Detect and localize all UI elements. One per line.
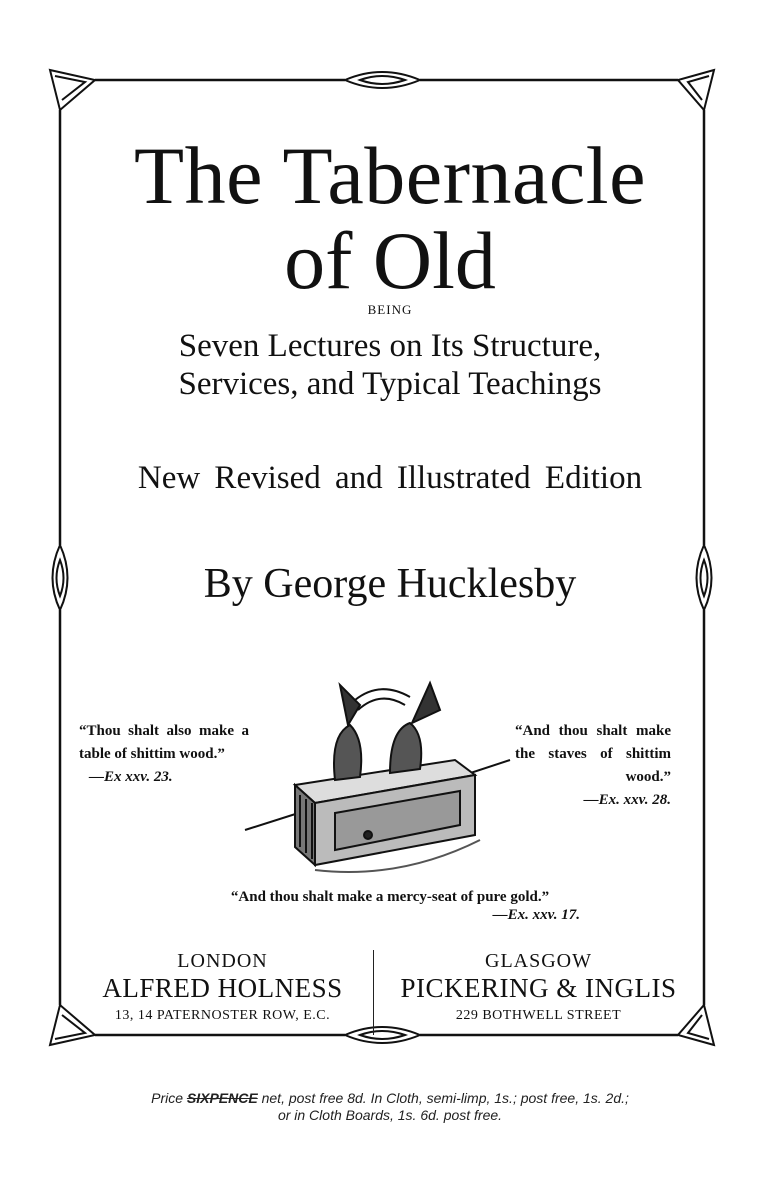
publisher-divider xyxy=(373,950,374,1035)
bottom-quote xyxy=(80,888,700,924)
title-line-1: The Tabernacle xyxy=(134,130,646,221)
subtitle-line-1: Seven Lectures on Its Structure, xyxy=(178,328,602,364)
publisher-london xyxy=(75,950,370,1024)
right-quote-text: “And thou shalt make the staves of shittim wood.” xyxy=(515,723,671,785)
bottom-quote-ref: —Ex. xxv. 17. xyxy=(492,907,580,923)
publisher-address: 229 BOTHWELL STREET xyxy=(455,1008,622,1023)
subtitle-line-2: Services, and Typical Teachings xyxy=(178,366,602,402)
publisher-city: GLASGOW xyxy=(485,950,592,972)
price-prefix: Price xyxy=(151,1090,184,1106)
publisher-name: PICKERING & INGLIS xyxy=(400,973,677,1003)
left-quote xyxy=(79,720,249,789)
title-line-2: of Old xyxy=(284,215,496,306)
edition-line: New Revised and Illustrated Edition xyxy=(137,460,643,496)
bottom-quote-text: “And thou shalt make a mercy-seat of pure gold.” xyxy=(230,889,550,905)
right-quote xyxy=(515,720,671,812)
price-line-2: or in Cloth Boards, 1s. 6d. post free. xyxy=(277,1107,503,1123)
publisher-address: 13, 14 PATERNOSTER ROW, E.C. xyxy=(114,1008,331,1023)
price-line-1: net, post free 8d. In Cloth, semi-limp, 1s.; post free, 1s. 2d.; xyxy=(261,1090,629,1106)
ark-of-covenant-illustration xyxy=(240,665,520,885)
price-note xyxy=(40,1090,740,1124)
author-line: By George Hucklesby xyxy=(203,561,577,607)
right-quote-ref: —Ex. xxv. 28. xyxy=(583,792,671,808)
publisher-glasgow xyxy=(376,950,701,1024)
publisher-city: LONDON xyxy=(177,950,268,972)
publisher-name: ALFRED HOLNESS xyxy=(102,973,343,1003)
being-label: BEING xyxy=(367,302,413,317)
left-quote-ref: —Ex xxv. 23. xyxy=(89,769,173,785)
price-struck: SIXPENCE xyxy=(186,1090,258,1106)
left-quote-text: “Thou shalt also make a table of shittim wood.” xyxy=(79,723,249,762)
